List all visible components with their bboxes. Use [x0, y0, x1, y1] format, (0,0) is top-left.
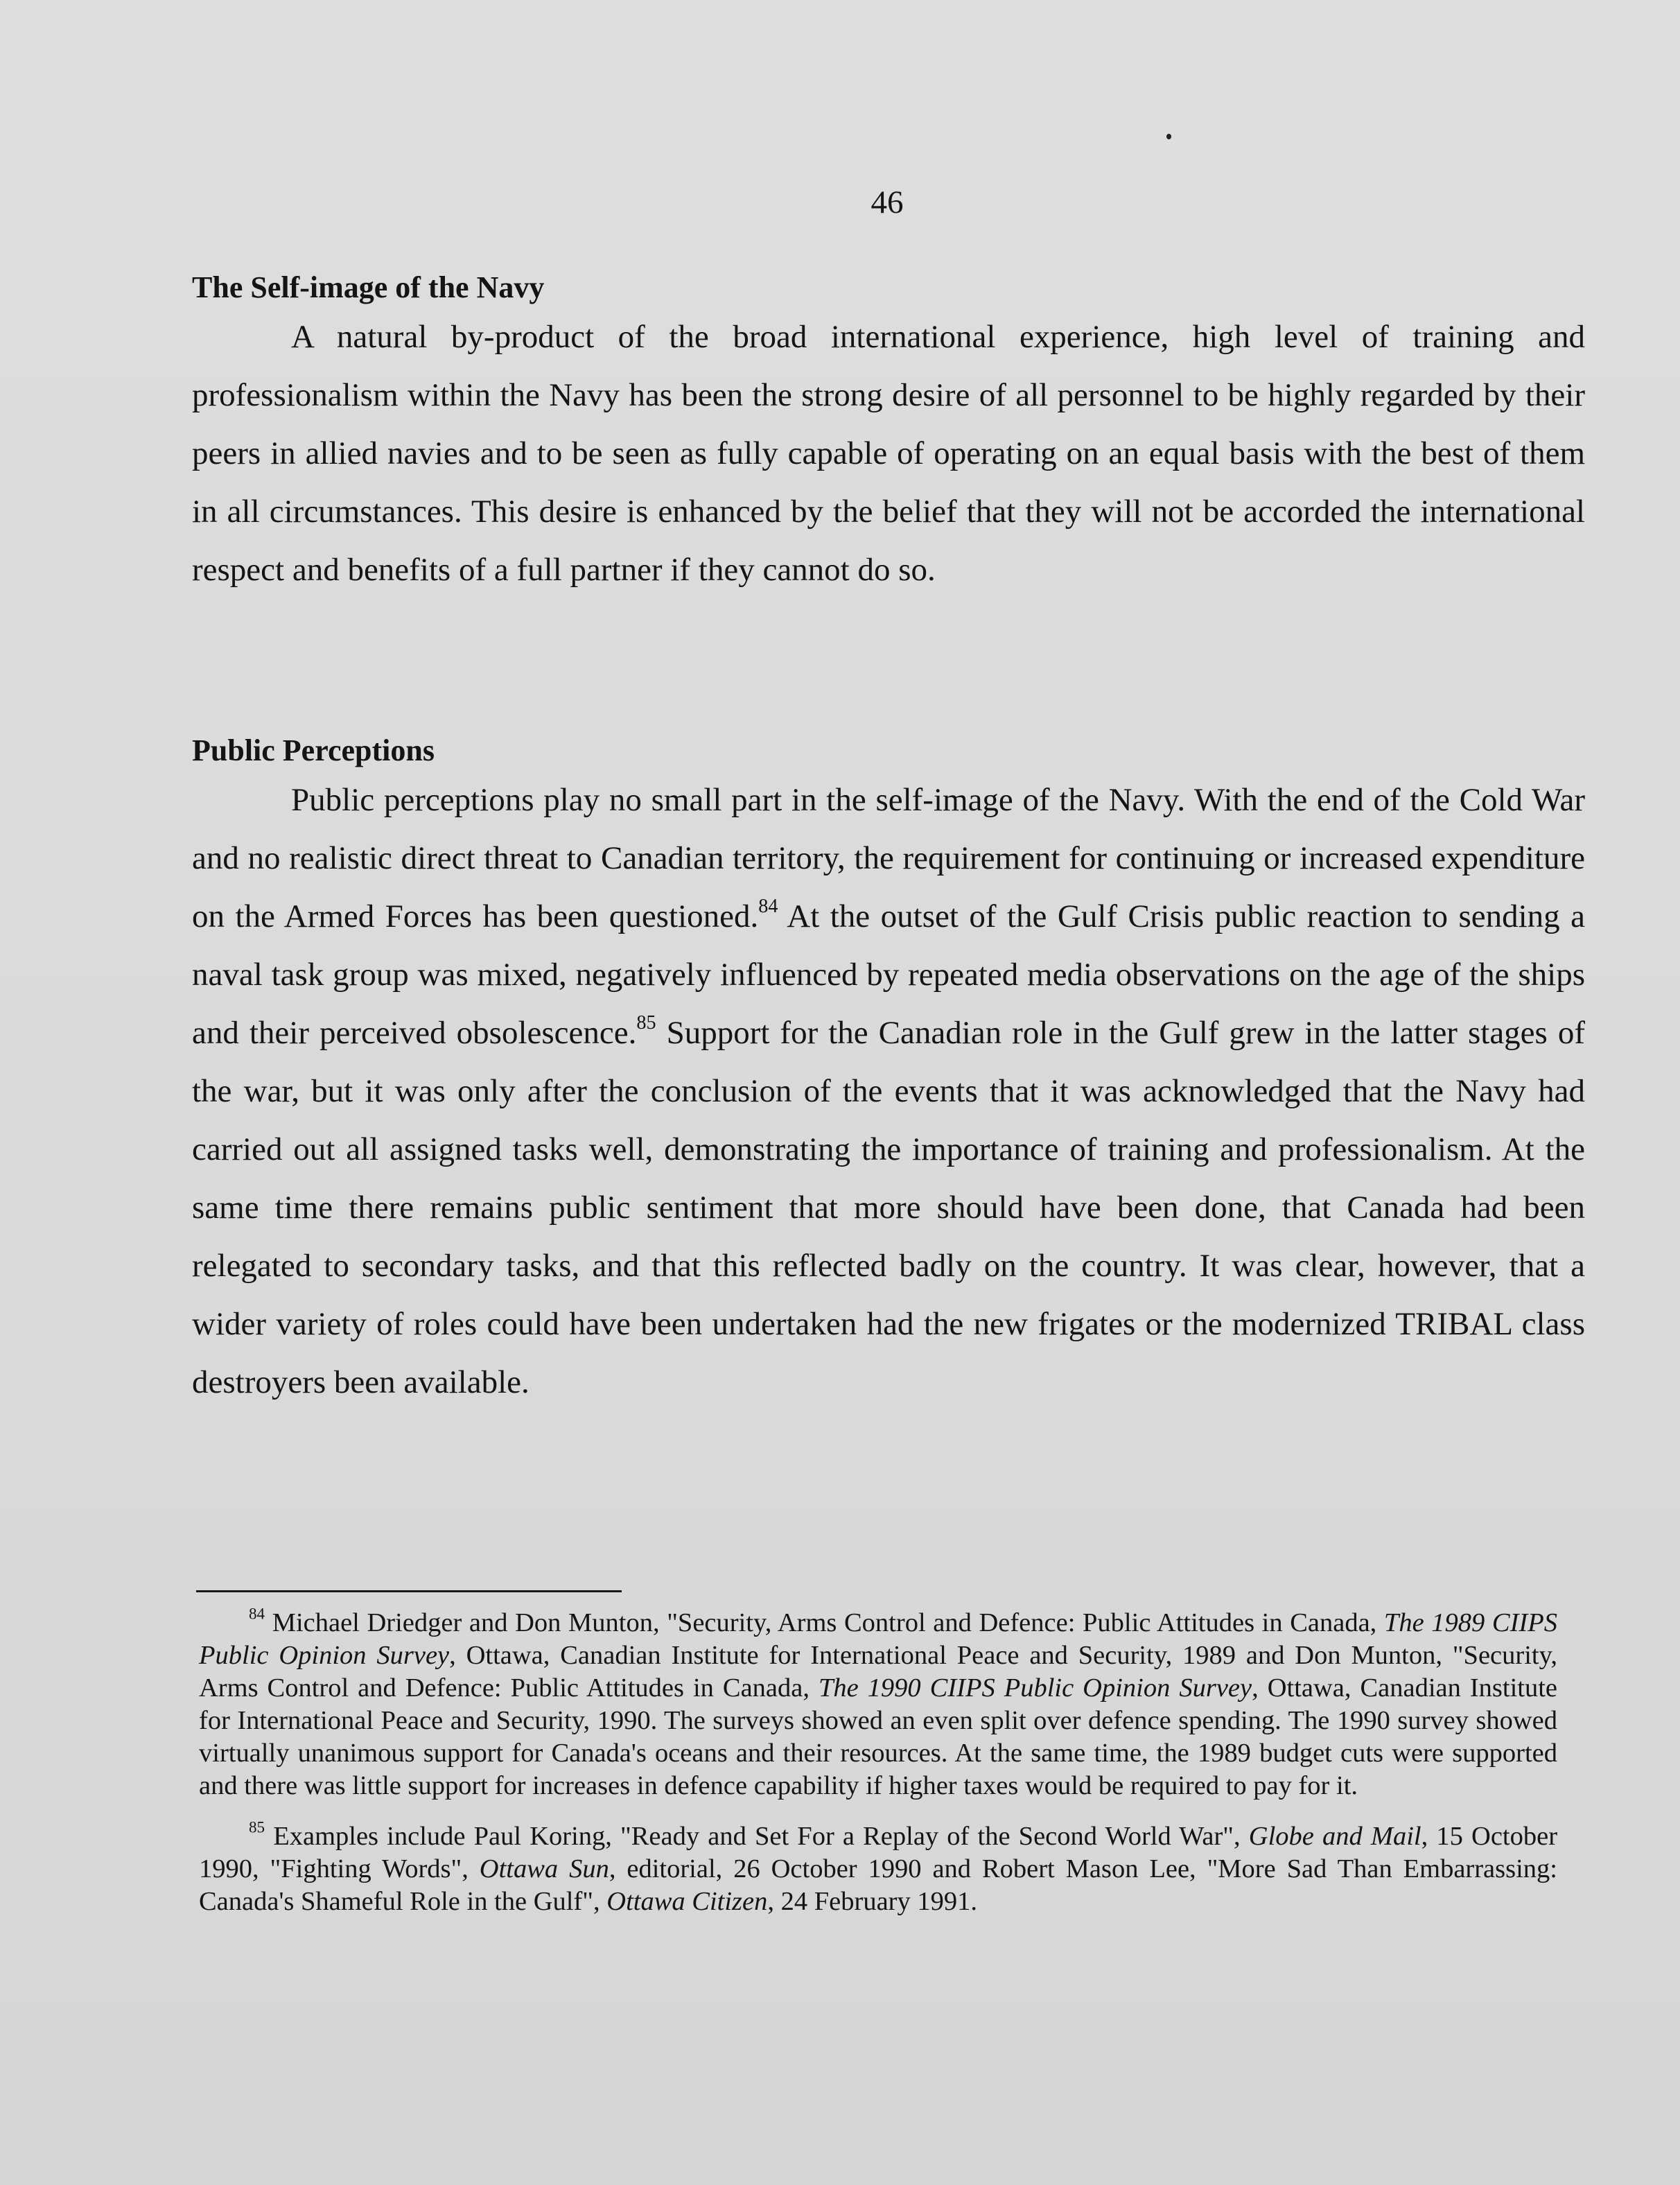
footnote-ref-85: 85 — [636, 1011, 656, 1034]
footnote-text: Examples include Paul Koring, "Ready and Set For a Replay of the Second World War", — [265, 1822, 1249, 1851]
footnote-85 — [199, 1820, 1557, 1918]
footnote-text: , 15 October 1990, "Fighting Words", — [199, 1822, 1558, 1883]
section-self-image — [192, 267, 1585, 599]
section-heading: The Self-image of the Navy — [192, 270, 545, 304]
footnote-divider — [196, 1590, 622, 1592]
footnote-text: , editorial, 26 October 1990 and Robert Mason Lee, "More Sad Than Embarrassing: Canada's Shameful Role in the Gulf", — [199, 1854, 1557, 1916]
footnote-text: , Ottawa, Canadian Institute for International Peace and Security, 1990. The surveys showed an even split over defence spending. The 1990 survey showed virtually unanimous support for Canada's oceans and their resources. At the same time, the 1989 budget cuts were supported and there was little support for increases in defence capability if higher taxes would be required to pay for it. — [199, 1673, 1558, 1800]
section-paragraph — [192, 771, 1585, 1411]
paragraph-text: Support for the Canadian role in the Gulf grew in the latter stages of the war, but it was only after the conclusion of the events that it was acknowledged that the Navy had carried out all assigned tasks well, demonstrating the importance of training and professionalism. At the same time there remains public sentiment that more should have been done, that Canada had been relegated to secondary tasks, and that this reflected badly on the country. It was clear, however, that a wider variety of roles could have been undertaken had the new frigates or the modernized TRIBAL class destroyers been available. — [192, 1015, 1585, 1400]
footnote-ref-84: 84 — [758, 895, 778, 917]
footnote-title: Ottawa Sun — [479, 1854, 609, 1883]
footnote-text: , Ottawa, Canadian Institute for International Peace and Security, 1989 and Don Munton, "Security, Arms Control and Defence: Public Attitudes in Canada, — [199, 1641, 1557, 1703]
footnote-title: Ottawa Citizen — [606, 1887, 768, 1916]
footnote-number: 85 — [249, 1818, 265, 1836]
footnotes — [199, 1604, 1558, 1918]
footnote-number: 84 — [249, 1604, 265, 1623]
paragraph-text: Public perceptions play no small part in the self-image of the Navy. With the end of the Cold War and no realistic direct threat to Canadian territory, the requirement for continuing or increased expenditure on the Armed Forces has been questioned. — [192, 782, 1585, 934]
footnote-text: , 24 February 1991. — [767, 1887, 977, 1916]
paragraph-text: At the outset of the Gulf Crisis public reaction to sending a naval task group was mixed, negatively influenced by repeated media observations on the age of the ships and their perceived obsolescence. — [192, 898, 1585, 1051]
ink-speck — [1166, 134, 1171, 139]
section-heading: Public Perceptions — [192, 733, 435, 767]
section-public-perceptions — [192, 730, 1585, 1411]
footnote-84 — [199, 1604, 1558, 1802]
page-number: 46 — [870, 184, 904, 220]
footnote-title: The 1989 CIIPS Public Opinion Survey — [199, 1608, 1557, 1670]
footnote-title: Globe and Mail — [1248, 1822, 1421, 1851]
footnote-title: The 1990 CIIPS Public Opinion Survey — [818, 1673, 1252, 1703]
section-paragraph: A natural by-product of the broad international experience, high level of training and professionalism within the Navy has been the strong desire of all personnel to be highly regarded by their peers in allied navies and to be seen as fully capable of operating on an equal basis with the best of them in all circumstances. This desire is enhanced by the belief that they will not be accorded the international respect and benefits of a full partner if they cannot do so. — [192, 319, 1585, 588]
footnote-text: Michael Driedger and Don Munton, "Security, Arms Control and Defence: Public Attitudes in Canada, — [265, 1608, 1384, 1637]
